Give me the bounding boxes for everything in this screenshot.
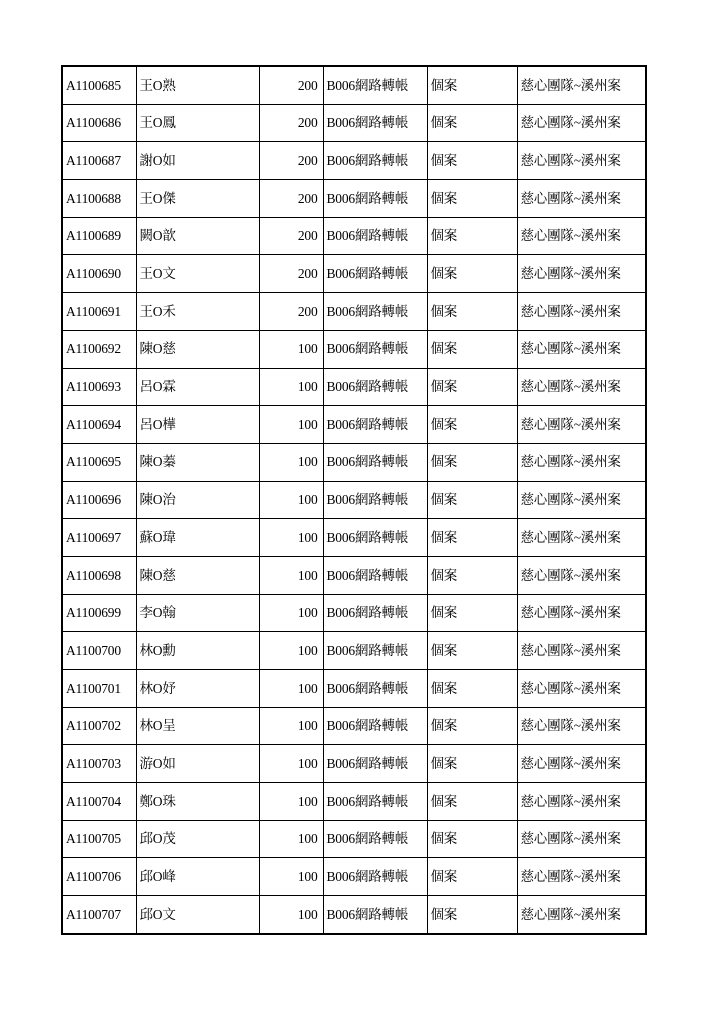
amount-cell: 100	[259, 745, 323, 783]
receipt-id-cell: A1100701	[62, 670, 136, 708]
amount-cell: 200	[259, 255, 323, 293]
payment-method-cell: B006網路轉帳	[323, 255, 427, 293]
payment-method-cell: B006網路轉帳	[323, 330, 427, 368]
receipt-id-cell: A1100695	[62, 443, 136, 481]
payment-method-cell: B006網路轉帳	[323, 104, 427, 142]
table-row	[62, 66, 646, 104]
amount-cell: 100	[259, 330, 323, 368]
donation-type-cell: 個案	[427, 180, 517, 218]
payment-method-cell: B006網路轉帳	[323, 707, 427, 745]
payment-method-cell: B006網路轉帳	[323, 217, 427, 255]
donor-name-cell: 闕O歆	[136, 217, 259, 255]
amount-cell: 100	[259, 519, 323, 557]
table-row	[62, 217, 646, 255]
payment-method-cell: B006網路轉帳	[323, 896, 427, 934]
donor-name-cell: 王O熟	[136, 66, 259, 104]
donor-name-cell: 謝O如	[136, 142, 259, 180]
donor-name-cell: 鄭O珠	[136, 783, 259, 821]
donor-name-cell: 蘇O瑋	[136, 519, 259, 557]
purpose-cell: 慈心團隊~溪州案	[517, 745, 646, 783]
payment-method-cell: B006網路轉帳	[323, 481, 427, 519]
donor-name-cell: 呂O霖	[136, 368, 259, 406]
donation-type-cell: 個案	[427, 556, 517, 594]
donation-type-cell: 個案	[427, 142, 517, 180]
amount-cell: 100	[259, 670, 323, 708]
table-row	[62, 858, 646, 896]
receipt-id-cell: A1100699	[62, 594, 136, 632]
purpose-cell: 慈心團隊~溪州案	[517, 142, 646, 180]
amount-cell: 100	[259, 783, 323, 821]
donor-name-cell: 林O妤	[136, 670, 259, 708]
donation-type-cell: 個案	[427, 858, 517, 896]
purpose-cell: 慈心團隊~溪州案	[517, 556, 646, 594]
donation-type-cell: 個案	[427, 670, 517, 708]
table-row	[62, 142, 646, 180]
table-row	[62, 255, 646, 293]
donation-type-cell: 個案	[427, 632, 517, 670]
purpose-cell: 慈心團隊~溪州案	[517, 481, 646, 519]
payment-method-cell: B006網路轉帳	[323, 293, 427, 331]
receipt-id-cell: A1100686	[62, 104, 136, 142]
donation-type-cell: 個案	[427, 783, 517, 821]
donation-type-cell: 個案	[427, 293, 517, 331]
receipt-id-cell: A1100693	[62, 368, 136, 406]
purpose-cell: 慈心團隊~溪州案	[517, 858, 646, 896]
receipt-id-cell: A1100704	[62, 783, 136, 821]
amount-cell: 100	[259, 443, 323, 481]
receipt-id-cell: A1100696	[62, 481, 136, 519]
table-row	[62, 783, 646, 821]
purpose-cell: 慈心團隊~溪州案	[517, 632, 646, 670]
amount-cell: 200	[259, 293, 323, 331]
donation-type-cell: 個案	[427, 255, 517, 293]
table-row	[62, 896, 646, 934]
receipt-id-cell: A1100698	[62, 556, 136, 594]
table-row	[62, 745, 646, 783]
payment-method-cell: B006網路轉帳	[323, 594, 427, 632]
donation-type-cell: 個案	[427, 443, 517, 481]
purpose-cell: 慈心團隊~溪州案	[517, 368, 646, 406]
donor-name-cell: 邱O茂	[136, 820, 259, 858]
donation-type-cell: 個案	[427, 820, 517, 858]
amount-cell: 100	[259, 707, 323, 745]
receipt-id-cell: A1100688	[62, 180, 136, 218]
donor-name-cell: 陳O慈	[136, 330, 259, 368]
receipt-id-cell: A1100690	[62, 255, 136, 293]
receipt-id-cell: A1100707	[62, 896, 136, 934]
receipt-id-cell: A1100687	[62, 142, 136, 180]
donor-name-cell: 王O禾	[136, 293, 259, 331]
table-row	[62, 707, 646, 745]
amount-cell: 100	[259, 481, 323, 519]
receipt-id-cell: A1100706	[62, 858, 136, 896]
amount-cell: 200	[259, 104, 323, 142]
donation-type-cell: 個案	[427, 66, 517, 104]
payment-method-cell: B006網路轉帳	[323, 670, 427, 708]
payment-method-cell: B006網路轉帳	[323, 142, 427, 180]
donation-type-cell: 個案	[427, 330, 517, 368]
purpose-cell: 慈心團隊~溪州案	[517, 783, 646, 821]
donation-type-cell: 個案	[427, 896, 517, 934]
receipt-id-cell: A1100691	[62, 293, 136, 331]
purpose-cell: 慈心團隊~溪州案	[517, 104, 646, 142]
table-row	[62, 519, 646, 557]
amount-cell: 100	[259, 858, 323, 896]
donation-type-cell: 個案	[427, 707, 517, 745]
donation-type-cell: 個案	[427, 481, 517, 519]
donor-name-cell: 邱O峰	[136, 858, 259, 896]
payment-method-cell: B006網路轉帳	[323, 180, 427, 218]
payment-method-cell: B006網路轉帳	[323, 745, 427, 783]
amount-cell: 200	[259, 66, 323, 104]
donor-name-cell: 陳O治	[136, 481, 259, 519]
donation-type-cell: 個案	[427, 104, 517, 142]
table-row	[62, 443, 646, 481]
table-row	[62, 180, 646, 218]
donor-name-cell: 李O翰	[136, 594, 259, 632]
table-row	[62, 406, 646, 444]
receipt-id-cell: A1100703	[62, 745, 136, 783]
receipt-id-cell: A1100705	[62, 820, 136, 858]
donation-type-cell: 個案	[427, 745, 517, 783]
payment-method-cell: B006網路轉帳	[323, 66, 427, 104]
receipt-id-cell: A1100692	[62, 330, 136, 368]
purpose-cell: 慈心團隊~溪州案	[517, 820, 646, 858]
payment-method-cell: B006網路轉帳	[323, 556, 427, 594]
donation-type-cell: 個案	[427, 519, 517, 557]
donation-type-cell: 個案	[427, 368, 517, 406]
table-row	[62, 820, 646, 858]
purpose-cell: 慈心團隊~溪州案	[517, 670, 646, 708]
payment-method-cell: B006網路轉帳	[323, 406, 427, 444]
amount-cell: 200	[259, 180, 323, 218]
table-row	[62, 481, 646, 519]
receipt-id-cell: A1100694	[62, 406, 136, 444]
payment-method-cell: B006網路轉帳	[323, 858, 427, 896]
donor-name-cell: 王O鳳	[136, 104, 259, 142]
donor-name-cell: 邱O文	[136, 896, 259, 934]
purpose-cell: 慈心團隊~溪州案	[517, 896, 646, 934]
purpose-cell: 慈心團隊~溪州案	[517, 217, 646, 255]
receipt-id-cell: A1100702	[62, 707, 136, 745]
receipt-id-cell: A1100685	[62, 66, 136, 104]
amount-cell: 200	[259, 142, 323, 180]
payment-method-cell: B006網路轉帳	[323, 820, 427, 858]
donor-name-cell: 呂O樺	[136, 406, 259, 444]
payment-method-cell: B006網路轉帳	[323, 443, 427, 481]
donor-name-cell: 陳O慈	[136, 556, 259, 594]
purpose-cell: 慈心團隊~溪州案	[517, 255, 646, 293]
payment-method-cell: B006網路轉帳	[323, 519, 427, 557]
table-row	[62, 670, 646, 708]
receipt-id-cell: A1100697	[62, 519, 136, 557]
amount-cell: 100	[259, 820, 323, 858]
donor-name-cell: 陳O蓁	[136, 443, 259, 481]
amount-cell: 100	[259, 556, 323, 594]
amount-cell: 100	[259, 896, 323, 934]
purpose-cell: 慈心團隊~溪州案	[517, 707, 646, 745]
donation-type-cell: 個案	[427, 406, 517, 444]
table-row	[62, 104, 646, 142]
table-row	[62, 368, 646, 406]
donor-name-cell: 林O勳	[136, 632, 259, 670]
purpose-cell: 慈心團隊~溪州案	[517, 443, 646, 481]
amount-cell: 200	[259, 217, 323, 255]
receipt-id-cell: A1100689	[62, 217, 136, 255]
purpose-cell: 慈心團隊~溪州案	[517, 406, 646, 444]
purpose-cell: 慈心團隊~溪州案	[517, 293, 646, 331]
donation-type-cell: 個案	[427, 594, 517, 632]
donor-name-cell: 游O如	[136, 745, 259, 783]
donor-name-cell: 林O呈	[136, 707, 259, 745]
table-row	[62, 594, 646, 632]
payment-method-cell: B006網路轉帳	[323, 368, 427, 406]
donor-name-cell: 王O傑	[136, 180, 259, 218]
payment-method-cell: B006網路轉帳	[323, 783, 427, 821]
purpose-cell: 慈心團隊~溪州案	[517, 519, 646, 557]
table-row	[62, 632, 646, 670]
payment-method-cell: B006網路轉帳	[323, 632, 427, 670]
donation-table	[61, 65, 647, 935]
donor-name-cell: 王O文	[136, 255, 259, 293]
amount-cell: 100	[259, 594, 323, 632]
amount-cell: 100	[259, 406, 323, 444]
donation-type-cell: 個案	[427, 217, 517, 255]
purpose-cell: 慈心團隊~溪州案	[517, 330, 646, 368]
receipt-id-cell: A1100700	[62, 632, 136, 670]
purpose-cell: 慈心團隊~溪州案	[517, 180, 646, 218]
donation-rows	[62, 66, 646, 934]
purpose-cell: 慈心團隊~溪州案	[517, 594, 646, 632]
table-row	[62, 330, 646, 368]
amount-cell: 100	[259, 368, 323, 406]
amount-cell: 100	[259, 632, 323, 670]
table-row	[62, 293, 646, 331]
purpose-cell: 慈心團隊~溪州案	[517, 66, 646, 104]
table-row	[62, 556, 646, 594]
